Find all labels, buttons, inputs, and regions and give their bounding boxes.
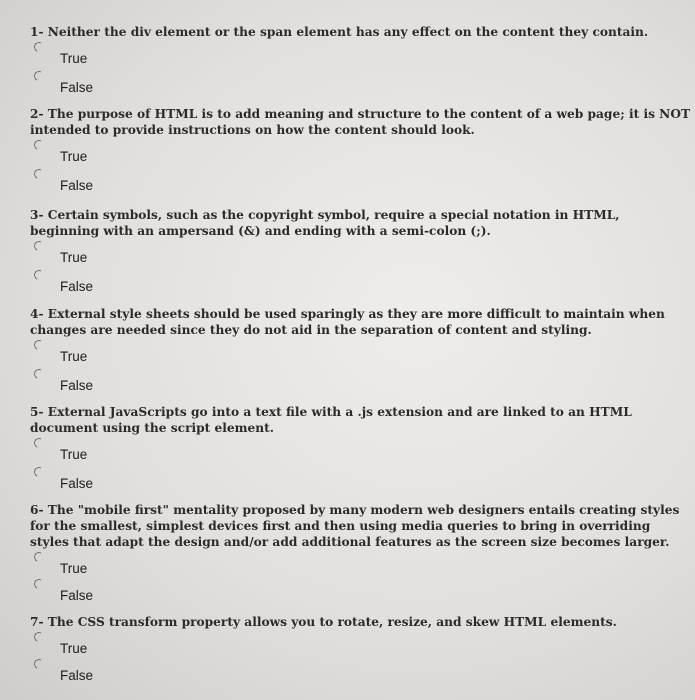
- question-4: [30, 306, 690, 396]
- option-false[interactable]: [30, 268, 690, 297]
- radio-button[interactable]: [33, 551, 46, 564]
- question-6: [30, 502, 690, 604]
- option-true[interactable]: [30, 138, 690, 167]
- option-label[interactable]: False: [60, 279, 94, 294]
- option-false[interactable]: [30, 657, 690, 684]
- question-text: 3- Certain symbols, such as the copyright symbol, require a special notation in HTML, beginning with an ampersand (&) and ending with a semi-colon (;).: [30, 208, 620, 238]
- option-true[interactable]: [30, 436, 690, 465]
- option-label[interactable]: False: [60, 80, 94, 95]
- radio-button[interactable]: [33, 240, 46, 253]
- option-false[interactable]: [30, 577, 690, 604]
- option-label[interactable]: False: [60, 178, 94, 193]
- option-label[interactable]: False: [60, 476, 94, 491]
- option-false[interactable]: [30, 69, 690, 98]
- radio-button[interactable]: [33, 269, 46, 282]
- option-true[interactable]: [30, 40, 690, 69]
- option-false[interactable]: [30, 465, 690, 494]
- option-true[interactable]: [30, 239, 690, 268]
- option-label[interactable]: True: [60, 561, 88, 576]
- option-label[interactable]: True: [60, 51, 88, 66]
- option-label[interactable]: False: [60, 588, 94, 603]
- question-3: [30, 207, 690, 297]
- radio-button[interactable]: [33, 466, 46, 479]
- radio-button[interactable]: [33, 578, 46, 591]
- radio-button[interactable]: [33, 437, 46, 450]
- option-label[interactable]: True: [60, 641, 88, 656]
- question-5: [30, 404, 690, 494]
- option-label[interactable]: True: [60, 447, 88, 462]
- question-2: [30, 106, 690, 196]
- option-label[interactable]: False: [60, 378, 94, 393]
- radio-button[interactable]: [33, 41, 46, 54]
- radio-button[interactable]: [33, 368, 46, 381]
- option-true[interactable]: [30, 630, 690, 657]
- radio-button[interactable]: [33, 70, 46, 83]
- option-label[interactable]: True: [60, 349, 88, 364]
- option-false[interactable]: [30, 167, 690, 196]
- radio-button[interactable]: [33, 631, 46, 644]
- radio-button[interactable]: [33, 658, 46, 671]
- question-text: 7- The CSS transform property allows you to rotate, resize, and skew HTML elements.: [30, 615, 617, 629]
- option-label[interactable]: False: [60, 668, 94, 683]
- radio-button[interactable]: [33, 139, 46, 152]
- question-text: 4- External style sheets should be used sparingly as they are more difficult to maintain when changes are needed since they do not aid in the separation of content and styling.: [30, 307, 665, 337]
- option-label[interactable]: True: [60, 250, 88, 265]
- option-true[interactable]: [30, 550, 690, 577]
- question-text: 2- The purpose of HTML is to add meaning and structure to the content of a web page; it is NOT intended to provide instructions on how the content should look.: [30, 107, 691, 137]
- question-text: 5- External JavaScripts go into a text file with a .js extension and are linked to an HTML document using the script element.: [30, 405, 632, 435]
- option-true[interactable]: [30, 338, 690, 367]
- option-false[interactable]: [30, 367, 690, 396]
- question-text: 1- Neither the div element or the span element has any effect on the content they contain.: [30, 25, 649, 39]
- question-1: [30, 24, 690, 98]
- radio-button[interactable]: [33, 168, 46, 181]
- question-text: 6- The "mobile first" mentality proposed by many modern web designers entails creating styles for the smallest, simplest devices first and then using media queries to bring in overriding styles that adapt the design and/or add additional features as the screen size becomes larger.: [30, 503, 680, 549]
- question-7: [30, 614, 690, 684]
- radio-button[interactable]: [33, 339, 46, 352]
- option-label[interactable]: True: [60, 149, 88, 164]
